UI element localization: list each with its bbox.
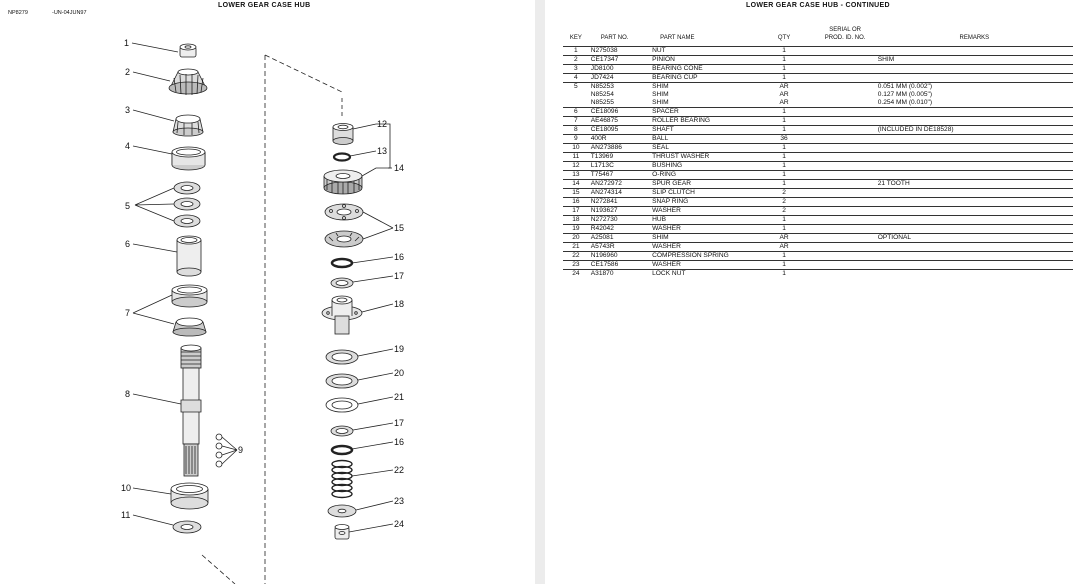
row-part-no: AN273886 (589, 144, 650, 153)
row-part-name: BUSHING (650, 162, 753, 171)
row-part-name: WASHER (650, 225, 753, 234)
table-row (563, 99, 1073, 108)
callout-20: 20 (394, 368, 405, 378)
row-qty: 2 (754, 207, 815, 216)
col-remarks: REMARKS (959, 35, 990, 41)
part-24-lock-nut (335, 525, 349, 540)
row-part-name: BEARING CUP (650, 74, 753, 83)
row-remarks (876, 108, 1073, 117)
row-qty: 1 (754, 56, 815, 65)
row-key: 3 (563, 65, 589, 74)
callout-10: 10 (121, 483, 132, 493)
table-row (563, 171, 1073, 180)
row-key: 22 (563, 252, 589, 261)
row-part-no: N85255 (590, 99, 614, 106)
row-remarks (876, 162, 1073, 171)
row-part-name: WASHER (650, 261, 753, 270)
row-part-no: CE18095 (589, 126, 650, 135)
row-part-no: AE46875 (589, 117, 650, 126)
part-19-washer (326, 350, 358, 364)
row-key (563, 91, 589, 99)
row-qty: 1 (754, 144, 815, 153)
row-remarks: OPTIONAL (876, 234, 1073, 243)
row-part-no: N85254 (590, 91, 614, 98)
row-part-no: JD8100 (589, 65, 650, 74)
row-remarks (876, 74, 1073, 83)
date-code: -UN-04JUN97 (52, 10, 87, 16)
row-qty: 1 (754, 270, 815, 279)
part-1-nut (180, 44, 196, 57)
row-part-no: A31870 (589, 270, 650, 279)
row-part-no: L1713C (589, 162, 650, 171)
callout-21: 21 (394, 392, 405, 402)
row-part-name: ROLLER BEARING (650, 117, 753, 126)
row-remarks (876, 135, 1073, 144)
row-remarks (876, 65, 1073, 74)
table-row (563, 117, 1073, 126)
part-2-pinion (169, 69, 207, 95)
row-qty: 1 (754, 261, 815, 270)
table-row (563, 144, 1073, 153)
row-key: 5 (563, 83, 589, 92)
row-qty: AR (754, 234, 815, 243)
row-part-name: BALL (650, 135, 753, 144)
row-qty: AR (779, 91, 789, 98)
row-part-name: O-RING (650, 171, 753, 180)
row-qty: 1 (754, 225, 815, 234)
row-serial (815, 108, 876, 117)
row-key: 8 (563, 126, 589, 135)
callout-5: 5 (125, 201, 131, 211)
callout-14: 14 (394, 163, 405, 173)
row-key: 10 (563, 144, 589, 153)
part-17-washer-lower (331, 426, 353, 436)
table-row (563, 270, 1073, 279)
callout-17-lower: 17 (394, 418, 405, 428)
callout-9: 9 (238, 445, 244, 455)
row-key: 20 (563, 234, 589, 243)
callout-16-lower: 16 (394, 437, 405, 447)
row-key (563, 99, 589, 108)
table-row (563, 243, 1073, 252)
row-key: 19 (563, 225, 589, 234)
row-serial (815, 74, 876, 83)
row-part-no: T13969 (589, 153, 650, 162)
row-part-name: WASHER (650, 207, 753, 216)
row-part-no: 400R (589, 135, 650, 144)
row-remarks (876, 270, 1073, 279)
row-part-name: HUB (650, 216, 753, 225)
table-row (563, 65, 1073, 74)
row-serial (815, 189, 876, 198)
row-part-name: SPUR GEAR (650, 180, 753, 189)
page-gutter (535, 0, 545, 584)
row-remarks (876, 216, 1073, 225)
part-21-washer (326, 398, 358, 412)
row-remarks (876, 117, 1073, 126)
row-qty: 1 (754, 126, 815, 135)
row-key: 14 (563, 180, 589, 189)
callout-2: 2 (125, 67, 131, 77)
row-serial (815, 144, 876, 153)
row-remarks (876, 189, 1073, 198)
callout-13: 13 (377, 146, 388, 156)
row-part-no: AN274314 (589, 189, 650, 198)
row-qty: 1 (754, 74, 815, 83)
row-qty: 2 (754, 198, 815, 207)
row-serial (815, 225, 876, 234)
row-part-no: A5743R (589, 243, 650, 252)
row-key: 4 (563, 74, 589, 83)
row-part-no: CE17347 (589, 56, 650, 65)
row-part-no: N272841 (589, 198, 650, 207)
part-15-slip-clutch (325, 204, 363, 247)
table-row (563, 108, 1073, 117)
row-qty: AR (754, 243, 815, 252)
row-part-name: SHIM (652, 91, 669, 98)
row-serial (815, 135, 876, 144)
callout-6: 6 (125, 239, 131, 249)
row-key: 12 (563, 162, 589, 171)
callout-24: 24 (394, 519, 405, 529)
parts-table-header (563, 26, 1073, 47)
part-12-bushing (333, 124, 353, 145)
callout-11: 11 (121, 510, 131, 520)
row-part-no: CE17586 (589, 261, 650, 270)
diagram-title: LOWER GEAR CASE HUB (218, 2, 311, 9)
row-qty: 1 (754, 47, 815, 56)
table-row (563, 91, 1073, 99)
row-serial (815, 171, 876, 180)
part-22-compression-spring (332, 461, 352, 498)
part-3-bearing-cone (173, 115, 203, 136)
callout-8: 8 (125, 389, 131, 399)
col-serial-line1: SERIAL OR (829, 27, 862, 33)
row-serial (815, 56, 876, 65)
table-row (563, 216, 1073, 225)
row-remarks (876, 243, 1073, 252)
row-remarks (876, 261, 1073, 270)
row-part-no: N272730 (589, 216, 650, 225)
row-remarks (876, 198, 1073, 207)
row-key: 23 (563, 261, 589, 270)
table-row (563, 180, 1073, 189)
col-part-name: PART NAME (660, 35, 695, 41)
row-part-name: SHIM (652, 99, 669, 106)
table-row (563, 83, 1073, 92)
table-row (563, 56, 1073, 65)
col-qty: QTY (777, 35, 791, 41)
table-row (563, 47, 1073, 56)
row-part-no: CE18096 (589, 108, 650, 117)
row-qty: 1 (754, 180, 815, 189)
row-key: 2 (563, 56, 589, 65)
exploded-parts-diagram (0, 0, 535, 584)
row-part-no: N275038 (589, 47, 650, 56)
col-serial-line2: PROD. ID. NO. (824, 35, 866, 41)
row-qty: 1 (754, 171, 815, 180)
part-7-roller-bearing (172, 285, 207, 336)
row-part-no: N193627 (589, 207, 650, 216)
callout-1: 1 (124, 38, 130, 48)
row-part-name: COMPRESSION SPRING (650, 252, 753, 261)
table-row (563, 135, 1073, 144)
row-part-no: JD7424 (589, 74, 650, 83)
doc-code: NP8279 (8, 10, 28, 16)
part-8-shaft (181, 345, 201, 476)
part-14-spur-gear (324, 170, 362, 194)
part-20-shim (326, 374, 358, 388)
row-part-name: SHAFT (650, 126, 753, 135)
row-serial (815, 207, 876, 216)
row-serial (815, 162, 876, 171)
table-row (563, 261, 1073, 270)
row-part-name: SHIM (650, 234, 753, 243)
table-row (563, 234, 1073, 243)
part-5-shims (174, 182, 200, 227)
row-qty: 1 (754, 216, 815, 225)
callout-17: 17 (394, 271, 405, 281)
row-key: 18 (563, 216, 589, 225)
row-part-name: SPACER (650, 108, 753, 117)
part-13-o-ring (334, 154, 350, 161)
row-part-name: BEARING CONE (650, 65, 753, 74)
table-row (563, 162, 1073, 171)
row-remarks (876, 144, 1073, 153)
callout-3: 3 (125, 105, 131, 115)
row-qty: AR (754, 83, 815, 92)
row-part-no: AN272972 (589, 180, 650, 189)
row-part-name: LOCK NUT (650, 270, 753, 279)
row-part-name: NUT (650, 47, 753, 56)
right-page (545, 0, 1073, 584)
part-17-washer (331, 278, 353, 288)
row-remarks: 21 TOOTH (876, 180, 1073, 189)
row-part-name: THRUST WASHER (650, 153, 753, 162)
row-qty: 1 (754, 117, 815, 126)
row-key: 7 (563, 117, 589, 126)
row-serial (815, 234, 876, 243)
row-remarks (876, 252, 1073, 261)
table-row (563, 153, 1073, 162)
row-remarks: 0.254 MM (0.010") (877, 99, 933, 106)
row-serial (815, 99, 876, 108)
row-key: 24 (563, 270, 589, 279)
part-10-seal (171, 483, 208, 509)
row-remarks (876, 171, 1073, 180)
row-part-no: A25081 (589, 234, 650, 243)
row-remarks (876, 225, 1073, 234)
callout-19: 19 (394, 344, 405, 354)
callout-22: 22 (394, 465, 405, 475)
part-16-snap-ring-lower (332, 446, 352, 454)
row-serial (815, 198, 876, 207)
callout-23: 23 (394, 496, 405, 506)
part-18-hub (322, 296, 362, 334)
parts-list-title: LOWER GEAR CASE HUB - CONTINUED (746, 2, 890, 9)
row-part-name: SNAP RING (650, 198, 753, 207)
row-part-name: WASHER (650, 243, 753, 252)
row-remarks: SHIM (876, 56, 1073, 65)
row-remarks: 0.127 MM (0.005") (877, 91, 933, 98)
row-remarks: 0.051 MM (0.002") (876, 83, 1073, 92)
row-part-name: SEAL (650, 144, 753, 153)
row-remarks: (INCLUDED IN DE18528) (876, 126, 1073, 135)
row-qty: 1 (754, 65, 815, 74)
row-remarks (876, 207, 1073, 216)
part-4-bearing-cup (172, 147, 205, 170)
row-qty: 1 (754, 153, 815, 162)
row-part-no: N196960 (589, 252, 650, 261)
row-serial (815, 47, 876, 56)
row-part-no: T75467 (589, 171, 650, 180)
row-qty: 2 (754, 189, 815, 198)
callout-15: 15 (394, 223, 405, 233)
row-serial (815, 216, 876, 225)
row-key: 9 (563, 135, 589, 144)
row-serial (815, 91, 876, 99)
part-23-washer (328, 505, 356, 517)
parts-table (563, 26, 1073, 278)
row-serial (815, 243, 876, 252)
row-key: 13 (563, 171, 589, 180)
part-11-thrust-washer (173, 521, 201, 533)
part-16-snap-ring (332, 259, 352, 267)
row-qty: AR (779, 99, 789, 106)
col-key: KEY (569, 35, 582, 41)
table-row (563, 225, 1073, 234)
row-key: 21 (563, 243, 589, 252)
callout-16: 16 (394, 252, 405, 262)
callout-18: 18 (394, 299, 405, 309)
callout-12: 12 (377, 119, 388, 129)
table-row (563, 74, 1073, 83)
row-serial (815, 261, 876, 270)
table-row (563, 189, 1073, 198)
table-row (563, 126, 1073, 135)
row-part-name: SLIP CLUTCH (650, 189, 753, 198)
col-serial (815, 26, 876, 47)
row-serial (815, 153, 876, 162)
row-key: 15 (563, 189, 589, 198)
row-part-no: R42042 (589, 225, 650, 234)
row-qty: 1 (754, 252, 815, 261)
row-serial (815, 65, 876, 74)
row-serial (815, 117, 876, 126)
table-row (563, 252, 1073, 261)
row-key: 1 (563, 47, 589, 56)
row-key: 17 (563, 207, 589, 216)
row-key: 11 (563, 153, 589, 162)
row-serial (815, 252, 876, 261)
row-qty: 1 (754, 162, 815, 171)
part-6-spacer (177, 236, 201, 276)
left-page (0, 0, 535, 584)
table-row (563, 207, 1073, 216)
part-9-balls (216, 434, 222, 467)
row-part-name: SHIM (650, 83, 753, 92)
row-qty: 1 (754, 108, 815, 117)
row-serial (815, 126, 876, 135)
callout-7: 7 (125, 308, 131, 318)
parts-table-body (563, 47, 1073, 279)
row-remarks (876, 153, 1073, 162)
row-part-no: N85253 (589, 83, 650, 92)
table-row (563, 198, 1073, 207)
row-key: 16 (563, 198, 589, 207)
row-key: 6 (563, 108, 589, 117)
row-part-name: PINION (650, 56, 753, 65)
col-part-no: PART NO. (600, 35, 629, 41)
row-serial (815, 270, 876, 279)
row-serial (815, 180, 876, 189)
row-remarks (876, 47, 1073, 56)
row-qty: 36 (754, 135, 815, 144)
row-serial (815, 83, 876, 92)
callout-4: 4 (125, 141, 131, 151)
